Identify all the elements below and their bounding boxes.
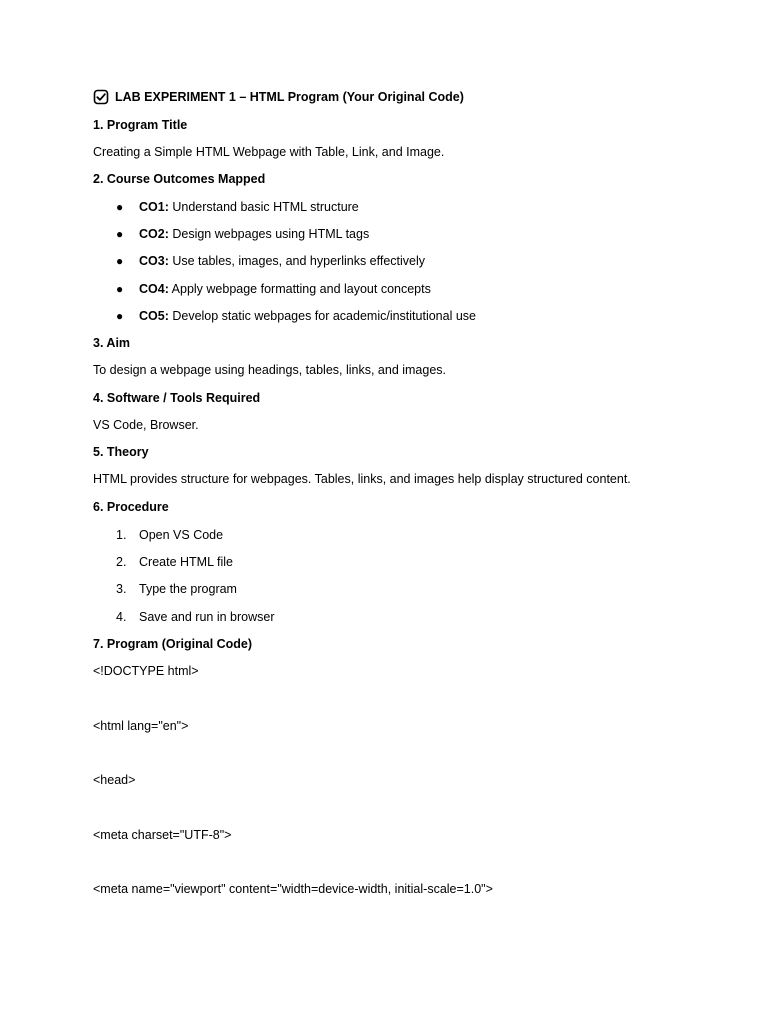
bullet-icon: ●	[116, 200, 124, 214]
bullet-icon: ●	[116, 309, 124, 323]
code-line: <meta name="viewport" content="width=device-width, initial-scale=1.0">	[93, 882, 493, 896]
outcome-code: CO3:	[139, 254, 169, 268]
section-heading-program-code: 7. Program (Original Code)	[93, 637, 253, 651]
outcome-text: Apply webpage formatting and layout concepts	[168, 282, 431, 296]
theory-text: HTML provides structure for webpages. Tables, links, and images help display structured content.	[93, 472, 631, 486]
bullet-icon: ●	[116, 227, 124, 241]
document-title-text: LAB EXPERIMENT 1 – HTML Program (Your Original Code)	[115, 90, 464, 104]
outcome-code: CO1:	[139, 200, 169, 214]
step-number: 3.	[116, 582, 127, 596]
step-text: Type the program	[139, 582, 237, 596]
code-line: <!DOCTYPE html>	[93, 664, 199, 678]
software-tools-text: VS Code, Browser.	[93, 418, 199, 432]
outcome-text: Understand basic HTML structure	[168, 200, 359, 214]
checkbox-checked-icon	[93, 89, 109, 105]
section-heading-aim: 3. Aim	[93, 336, 131, 350]
outcome-text: Use tables, images, and hyperlinks effectively	[168, 254, 426, 268]
section-heading-program-title: 1. Program Title	[93, 118, 188, 132]
step-number: 1.	[116, 528, 127, 542]
outcome-text: Design webpages using HTML tags	[168, 227, 370, 241]
step-text: Open VS Code	[139, 528, 224, 542]
section-heading-theory: 5. Theory	[93, 445, 149, 459]
code-line: <meta charset="UTF-8">	[93, 828, 232, 842]
step-number: 4.	[116, 610, 127, 624]
section-heading-procedure: 6. Procedure	[93, 500, 169, 514]
outcome-code: CO5:	[139, 309, 169, 323]
aim-text: To design a webpage using headings, tables, links, and images.	[93, 363, 447, 377]
bullet-icon: ●	[116, 282, 124, 296]
section-heading-course-outcomes: 2. Course Outcomes Mapped	[93, 172, 266, 186]
bullet-icon: ●	[116, 254, 124, 268]
program-title-text: Creating a Simple HTML Webpage with Table, Link, and Image.	[93, 145, 445, 159]
outcome-code: CO4:	[139, 282, 169, 296]
step-text: Save and run in browser	[139, 610, 275, 624]
code-line: <head>	[93, 773, 136, 787]
step-text: Create HTML file	[139, 555, 234, 569]
section-heading-software-tools: 4. Software / Tools Required	[93, 391, 261, 405]
step-number: 2.	[116, 555, 127, 569]
document-title	[93, 89, 464, 105]
code-line: <html lang="en">	[93, 719, 189, 733]
outcome-code: CO2:	[139, 227, 169, 241]
outcome-text: Develop static webpages for academic/institutional use	[168, 309, 476, 323]
